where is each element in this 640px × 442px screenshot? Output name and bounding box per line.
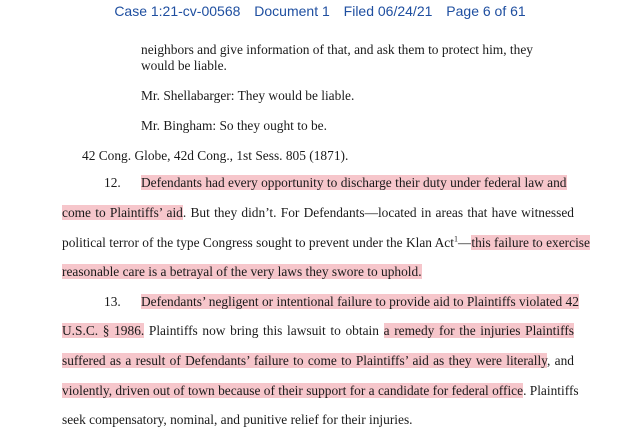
paragraph-line bbox=[62, 382, 579, 400]
highlighted-text: come to Plaintiffs’ aid bbox=[62, 205, 183, 220]
citation: 42 Cong. Globe, 42d Cong., 1st Sess. 805 (1871). bbox=[82, 148, 349, 163]
highlighted-text: reasonable care is a betrayal of the very laws they swore to uphold. bbox=[62, 264, 422, 279]
highlighted-text: violently, driven out of town because of their support for a candidate for federal office bbox=[62, 383, 524, 398]
filed-date: Filed 06/24/21 bbox=[343, 3, 433, 19]
quote-line: neighbors and give information of that, and ask them to protect him, they bbox=[141, 42, 533, 57]
footnote-marker[interactable]: 1 bbox=[453, 234, 458, 244]
body-text: Plaintiffs now bring this lawsuit to obtain bbox=[144, 323, 384, 338]
quote-shellabarger: Mr. Shellabarger: They would be liable. bbox=[141, 88, 355, 103]
paragraph-number: 12. bbox=[104, 175, 121, 190]
highlighted-text: this failure to exercise bbox=[471, 235, 590, 250]
page-number: Page 6 of 61 bbox=[446, 3, 526, 19]
body-text: . Plaintiffs bbox=[523, 383, 579, 398]
quote-bingham: Mr. Bingham: So they ought to be. bbox=[141, 118, 327, 133]
paragraph-number: 13. bbox=[104, 294, 121, 309]
paragraph-line bbox=[62, 293, 579, 311]
paragraph-line: seek compensatory, nominal, and punitive relief for their injuries. bbox=[62, 412, 413, 427]
highlighted-text: Defendants had every opportunity to discharge their duty under federal law and bbox=[141, 175, 567, 190]
paragraph-line bbox=[62, 204, 574, 222]
highlighted-text: suffered as a result of Defendants’ failure to come to Plaintiffs’ aid as they were literally bbox=[62, 353, 548, 368]
highlighted-text: Defendants’ negligent or intentional failure to provide aid to Plaintiffs violated 42 bbox=[141, 294, 579, 309]
body-text: , and bbox=[547, 353, 574, 368]
case-number: Case 1:21-cv-00568 bbox=[114, 3, 241, 19]
paragraph-line bbox=[62, 263, 422, 281]
body-text: . But they didn’t. For Defendants—located in areas that have witnessed bbox=[182, 205, 574, 220]
highlighted-text: a remedy for the injuries Plaintiffs bbox=[383, 323, 574, 338]
paragraph-line bbox=[62, 234, 590, 252]
quote-line: would be liable. bbox=[141, 58, 227, 73]
document-number: Document 1 bbox=[254, 3, 330, 19]
highlighted-text: U.S.C. § 1986. bbox=[62, 323, 145, 338]
paragraph-line bbox=[62, 174, 574, 192]
document-header bbox=[0, 0, 640, 22]
paragraph-line bbox=[62, 322, 574, 340]
body-text: — bbox=[457, 235, 472, 250]
body-text: political terror of the type Congress sought to prevent under the Klan Act bbox=[62, 235, 454, 250]
paragraph-line bbox=[62, 352, 574, 370]
